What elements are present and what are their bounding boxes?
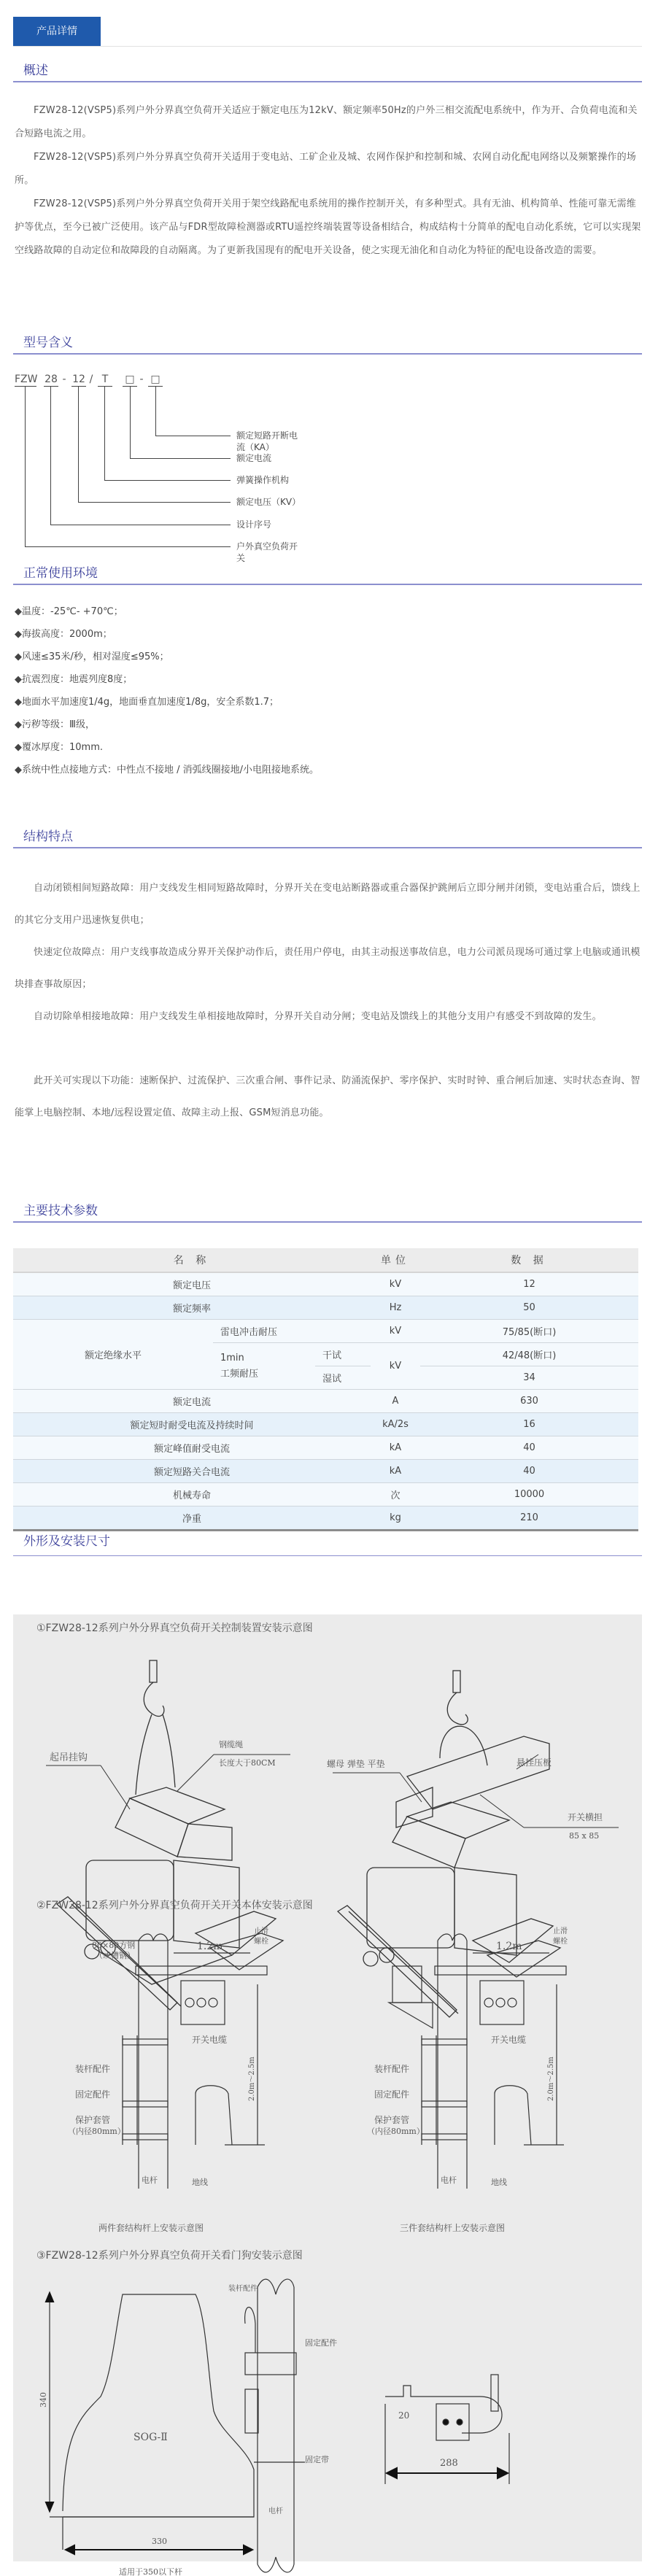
section-divider [13, 584, 642, 585]
header-unit: 单位 [371, 1248, 420, 1272]
model-code-diagram [13, 373, 305, 562]
table-row: 额定峰值耐受电流 kA 40 [13, 1436, 638, 1460]
code-breaking: □ [148, 373, 163, 387]
label-sleeve-dia: （内径80mm） [68, 2127, 125, 2136]
figure-1-lifting-diagram [13, 1641, 642, 1890]
env-item: ◆地面水平加速度1/4g，地面垂直加速度1/8g，安全系数1.7； [15, 697, 279, 708]
env-item: ◆抗震烈度：地震列度8度； [15, 674, 133, 685]
diamond-bullet-icon: ◆ [15, 651, 22, 662]
label-switch-cable: 开关电缆 [192, 2035, 228, 2045]
label-ground: 地线 [491, 2178, 507, 2187]
table-row: 湿试 34 [13, 1366, 638, 1390]
label-steel-cable: 钢缆绳 [219, 1740, 243, 1749]
section-title-dimensions: 外形及安装尺寸 [23, 1534, 110, 1549]
figure-2-caption-right: 三件套结构杆上安装示意图 [400, 2223, 506, 2233]
table-row: 净重 kg 210 [13, 1506, 638, 1531]
label-sleeve: 保护套管 [374, 2115, 410, 2125]
section-divider [13, 1221, 642, 1223]
section-divider [13, 847, 642, 848]
figure-2-pole-mount-diagram [13, 1926, 642, 2196]
label-pole-fitting: 装杆配件 [374, 2064, 410, 2074]
label-crossarm-size: 85 x 85 [569, 1831, 600, 1841]
env-item: ◆系统中性点接地方式：中性点不接地 / 消弧线圈接地/小电阻接地系统。 [15, 765, 320, 775]
code-current: □ [123, 373, 137, 387]
label-sleeve-dia: （内径80mm） [367, 2127, 425, 2136]
label-height: 2.0m～2.5m [248, 2057, 256, 2101]
label-hanging-plate: 悬挂压板 [516, 1757, 552, 1768]
label-pole-fitting: 装杆配件 [75, 2064, 111, 2074]
label-width-330: 330 [152, 2537, 167, 2546]
table-row: 额定短路关合电流 kA 40 [13, 1460, 638, 1483]
figure-2-caption-left: 两件套结构杆上安装示意图 [98, 2223, 204, 2233]
label-antislip-2: 螺栓 [553, 1938, 568, 1946]
label-switch-crossarm: 开关横担 [568, 1812, 603, 1822]
label-nut-washer: 螺母 弹垫 平垫 [327, 1759, 385, 1769]
section-divider [13, 353, 642, 355]
feature-paragraph-4: 此开关可实现以下功能：速断保护、过流保护、三次重合闸、事件记录、防涌流保护、零序保护、实时时钟、重合闸后加速、实时状态查询、智能掌上电脑控制、本地/远程设置定值、故障主动上报、GSM短消息功能。 [15, 1075, 641, 1118]
section-title-environment: 正常使用环境 [23, 566, 98, 581]
table-row: 额定绝缘水平 雷电冲击耐压 kV 75/85(断口) [13, 1320, 638, 1343]
label-pole: 电杆 [268, 2507, 283, 2515]
label-bracket-offset: 20 [398, 2410, 410, 2421]
env-item: ◆温度：-25℃- +70℃； [15, 606, 123, 617]
env-item: ◆覆冰厚度：10mm. [15, 742, 104, 753]
label-pole: 电杆 [441, 2175, 457, 2185]
figure-1-title: ①FZW28-12系列户外分界真空负荷开关控制装置安装示意图 [36, 1622, 313, 1634]
header-value: 数 据 [420, 1248, 638, 1272]
diamond-bullet-icon: ◆ [15, 629, 22, 640]
diamond-bullet-icon: ◆ [15, 719, 22, 730]
tab-product-details[interactable]: 产品详情 [13, 17, 101, 46]
diamond-bullet-icon: ◆ [15, 765, 22, 775]
label-applicable-note: 适用于350以下杆 [119, 2567, 182, 2576]
label-antislip-2: 螺栓 [254, 1938, 268, 1946]
model-label-breaking-current: 额定短路开断电流（KA） [236, 430, 298, 452]
code-slash: / [89, 374, 93, 385]
table-row: 额定频率 Hz 50 [13, 1296, 638, 1320]
label-ground: 地线 [192, 2178, 208, 2187]
tab-bar [13, 17, 642, 47]
code-dash: - [139, 374, 144, 385]
header-name: 名 称 [13, 1248, 371, 1272]
table-row: 1min 工频耐压 干试 kV 42/48(断口) [13, 1343, 638, 1366]
label-span-left: 1.2m [197, 1941, 223, 1952]
table-row: 额定电流 A 630 [13, 1390, 638, 1413]
label-span-right: 1.2m [496, 1941, 522, 1952]
diamond-bullet-icon: ◆ [15, 674, 22, 685]
label-channel-steel: （或槽钢） [95, 1951, 135, 1960]
overview-paragraph-1: FZW28-12(VSP5)系列户外分界真空负荷开关适应于额定电压为12kV、额定频率50Hz的户外三相交流配电系统中，作为开、合负荷电流和关合短路电流之用。 [15, 105, 638, 139]
figure-3-title: ③FZW28-12系列户外分界真空负荷开关看门狗安装示意图 [36, 2250, 303, 2262]
label-cable-length: 长度大于80CM [219, 1758, 276, 1768]
model-label-rated-voltage: 额定电压（KV） [236, 497, 301, 507]
section-divider [13, 81, 642, 82]
code-fzw: FZW [15, 374, 38, 385]
feature-paragraph-1: 自动闭锁相间短路故障：用户支线发生相同短路故障时，分界开关在变电站断路器或重合器保护跳闸后立即分闸并闭锁，变电站重合后，馈线上的其它分支用户迅速恢复供电； [15, 883, 641, 926]
diamond-bullet-icon: ◆ [15, 697, 22, 708]
code-dash: - [62, 374, 66, 385]
label-model-sog: SOG-Ⅱ [134, 2432, 168, 2443]
label-bracket-length: 288 [440, 2458, 458, 2469]
model-label-rated-current: 额定电流 [236, 453, 272, 463]
label-antislip-1: 止滑 [553, 1927, 568, 1935]
code-12: 12 [72, 374, 85, 385]
label-switch-cable: 开关电缆 [491, 2035, 527, 2045]
label-fixing: 固定配件 [75, 2089, 111, 2100]
feature-paragraph-3: 自动切除单相接地故障：用户支线发生单相接地故障时，分界开关自动分闸；变电站及馈线上的其他分支用户有感受不到故障的发生。 [34, 1011, 602, 1022]
label-lifting-hook: 起吊挂钩 [50, 1752, 88, 1763]
label-strap: 固定带 [305, 2455, 329, 2464]
model-label-spring-mechanism: 弹簧操作机构 [236, 475, 290, 485]
diamond-bullet-icon: ◆ [15, 606, 22, 617]
env-item: ◆污秽等级：Ⅲ级， [15, 719, 95, 730]
table-row: 额定电压 kV 12 [13, 1272, 638, 1296]
table-header-row [13, 1248, 638, 1272]
table-row: 机械寿命 次 10000 [13, 1483, 638, 1506]
label-height: 2.0m～2.5m [547, 2057, 555, 2101]
diamond-bullet-icon: ◆ [15, 742, 22, 753]
model-label-outdoor-switch: 户外真空负荷开关 [236, 541, 298, 563]
section-title-overview: 概述 [23, 63, 48, 78]
label-fixing: 固定配件 [374, 2089, 410, 2100]
label-antislip-1: 止滑 [254, 1927, 268, 1935]
overview-paragraph-3: FZW28-12(VSP5)系列户外分界真空负荷开关用于架空线路配电系统用的操作控制开关，有多种型式。具有无油、机构简单、性能可靠无需维护等优点，至今已被广泛使用。该产品与FDR型故障检测器或RTU遥控终端装置等设备相结合，构成结构十分简单的配电自动化系统，它可以实现架空线路故障的自动定位和故障段的自动隔离。为了更新我国现有的配电开关设备，使之实现无油化和自动化为特征的配电设备改造的需要。 [15, 198, 641, 256]
section-title-model: 型号含义 [23, 336, 73, 350]
label-square-steel: 80×80方钢 [92, 1941, 136, 1950]
env-item: ◆风速≤35米/秒，相对湿度≤95%； [15, 651, 169, 662]
label-pole: 电杆 [142, 2175, 158, 2185]
env-item: ◆海拔高度：2000m； [15, 629, 112, 640]
feature-paragraph-2: 快速定位故障点：用户支线事故造成分界开关保护动作后，责任用户停电，由其主动报送事故信息，电力公司派员现场可通过掌上电脑或通讯模块排查事故原因； [15, 947, 641, 990]
code-t: T [98, 373, 112, 387]
label-sleeve: 保护套管 [75, 2115, 111, 2125]
code-28: 28 [45, 374, 58, 385]
table-row: 额定短时耐受电流及持续时间 kA/2s 16 [13, 1413, 638, 1436]
section-title-features: 结构特点 [23, 829, 73, 844]
figure-2-title: ②FZW28-12系列户外分界真空负荷开关开关本体安装示意图 [36, 1900, 313, 1911]
section-title-specs: 主要技术参数 [23, 1204, 98, 1218]
label-height-340: 340 [39, 2392, 48, 2407]
model-label-design-serial: 设计序号 [236, 519, 272, 530]
label-pole-fitting: 装杆配件 [228, 2285, 258, 2293]
overview-paragraph-2: FZW28-12(VSP5)系列户外分界真空负荷开关适用于变电站、工矿企业及城、农网作保护和控制和城、农网自动化配电网络以及频繁操作的场所。 [15, 152, 637, 186]
figure-3-watchdog-diagram [13, 2273, 642, 2576]
label-fixing: 固定配件 [305, 2338, 337, 2348]
section-divider [13, 1555, 642, 1556]
spec-table [13, 1248, 638, 1531]
